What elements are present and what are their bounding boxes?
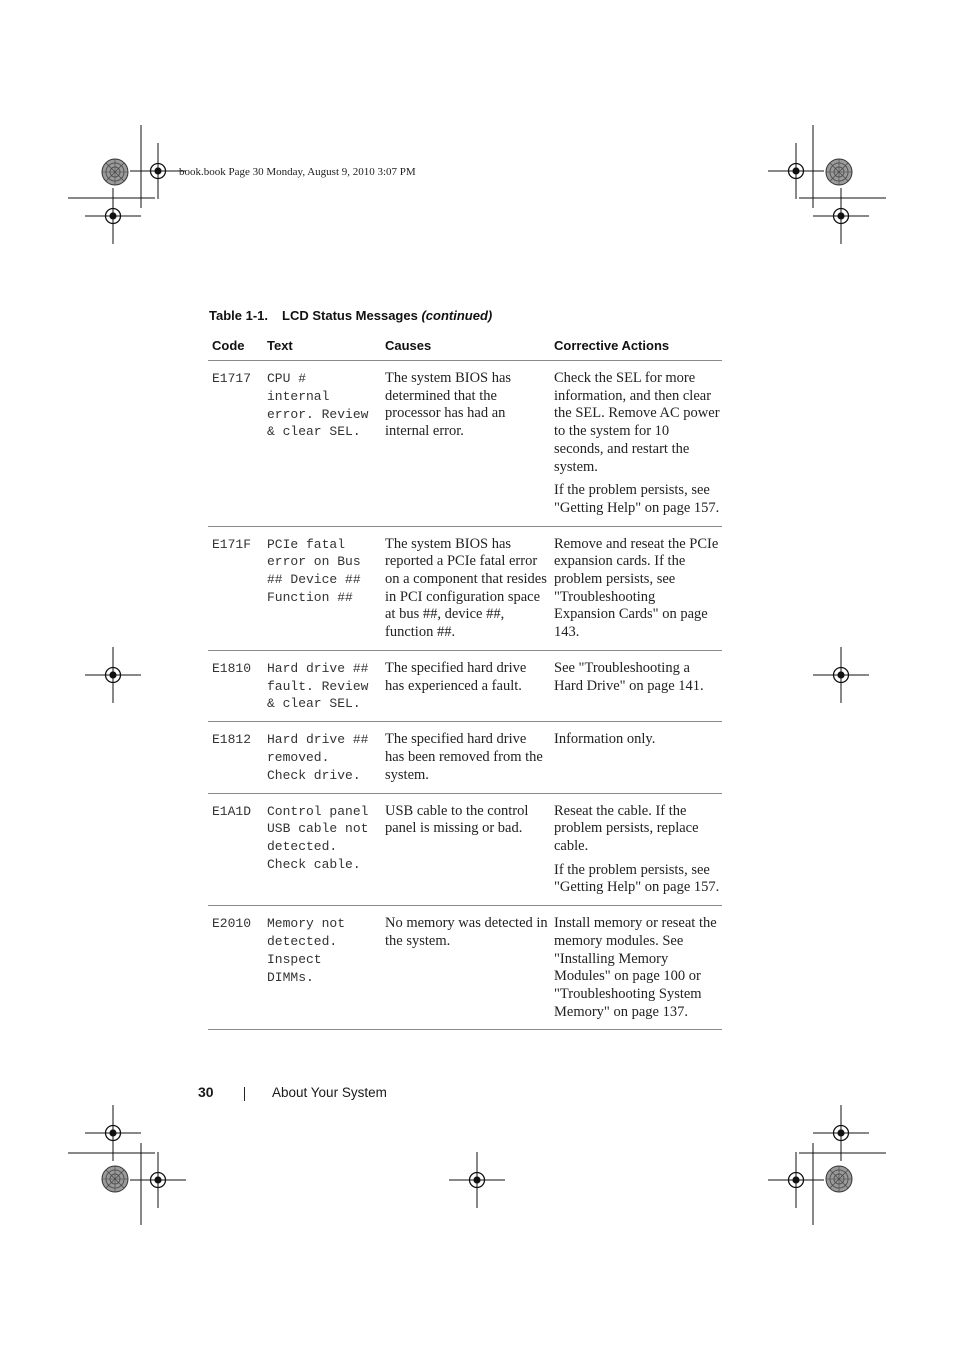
action-paragraph: Remove and reseat the PCIe expansion cards. If the problem persists, see "Troubleshooting Expansion Cards" on page 143. <box>554 535 719 641</box>
corrective-action <box>550 361 722 527</box>
message-text: PCIe fatal error on Bus ## Device ## Function ## <box>267 536 361 606</box>
message-cause: The specified hard drive has been removed from the system. <box>385 731 543 783</box>
action-paragraph: If the problem persists, see "Getting Help" on page 157. <box>554 482 720 516</box>
table-header-row <box>208 335 722 361</box>
message-cause: No memory was detected in the system. <box>385 915 548 949</box>
message-text: Control panel USB cable not detected. Check cable. <box>267 803 369 873</box>
section-title: About Your System <box>272 1085 387 1100</box>
corrective-action <box>550 722 722 793</box>
message-cause: The system BIOS has reported a PCIe fatal error on a component that resides in PCI configuration space at bus ##, device ##, function ##. <box>385 535 547 641</box>
message-code: E171F <box>212 536 252 552</box>
table-row <box>208 526 722 650</box>
table-row <box>208 650 722 721</box>
table-caption-title: LCD Status Messages <box>282 308 422 323</box>
message-cause: USB cable to the control panel is missing or bad. <box>385 802 529 837</box>
message-text: Hard drive ## fault. Review & clear SEL. <box>267 660 369 712</box>
table-row <box>208 906 722 1030</box>
column-header-text: Text <box>267 338 293 353</box>
corrective-action <box>550 906 722 1030</box>
page-number: 30 <box>198 1084 214 1100</box>
table-row <box>208 722 722 793</box>
message-text: Hard drive ## removed. Check drive. <box>267 732 369 783</box>
table-caption <box>209 308 492 323</box>
table-row <box>208 793 722 906</box>
column-header-causes: Causes <box>385 338 432 353</box>
corrective-action <box>550 793 722 906</box>
action-paragraph: Reseat the cable. If the problem persists, replace cable. <box>554 802 699 855</box>
action-paragraph: Check the SEL for more information, and then clear the SEL. Remove AC power to the system for 10 seconds, and restart the system. <box>554 370 720 475</box>
message-code: E1810 <box>212 660 252 676</box>
table-caption-continued: (continued) <box>421 308 493 323</box>
table-row <box>208 361 722 527</box>
action-paragraph: Install memory or reseat the memory modules. See "Installing Memory Modules" on page 100 or "Troubleshooting System Memory" on page 137. <box>554 915 717 1020</box>
message-code: E1717 <box>212 371 252 386</box>
message-code: E1A1D <box>212 803 252 819</box>
message-text: CPU # internal error. Review & clear SEL. <box>267 371 369 440</box>
lcd-status-table <box>208 335 722 1030</box>
corrective-action <box>550 526 722 650</box>
column-header-code: Code <box>212 338 245 353</box>
column-header-corrective-actions: Corrective Actions <box>554 338 670 353</box>
corrective-action <box>550 650 722 721</box>
footer-divider <box>244 1087 245 1101</box>
table-caption-label: Table 1-1. <box>209 308 269 323</box>
message-cause: The specified hard drive has experienced a fault. <box>385 659 527 694</box>
message-cause: The system BIOS has determined that the processor has had an internal error. <box>385 370 512 440</box>
action-paragraph: Information only. <box>554 731 656 748</box>
action-paragraph: If the problem persists, see "Getting Help" on page 157. <box>554 861 720 896</box>
action-paragraph: See "Troubleshooting a Hard Drive" on page 141. <box>554 659 704 694</box>
message-code: E1812 <box>212 732 252 748</box>
message-text: Memory not detected. Inspect DIMMs. <box>267 916 346 985</box>
message-code: E2010 <box>212 916 252 932</box>
file-info-header: book.book Page 30 Monday, August 9, 2010 3:07 PM <box>179 166 416 178</box>
